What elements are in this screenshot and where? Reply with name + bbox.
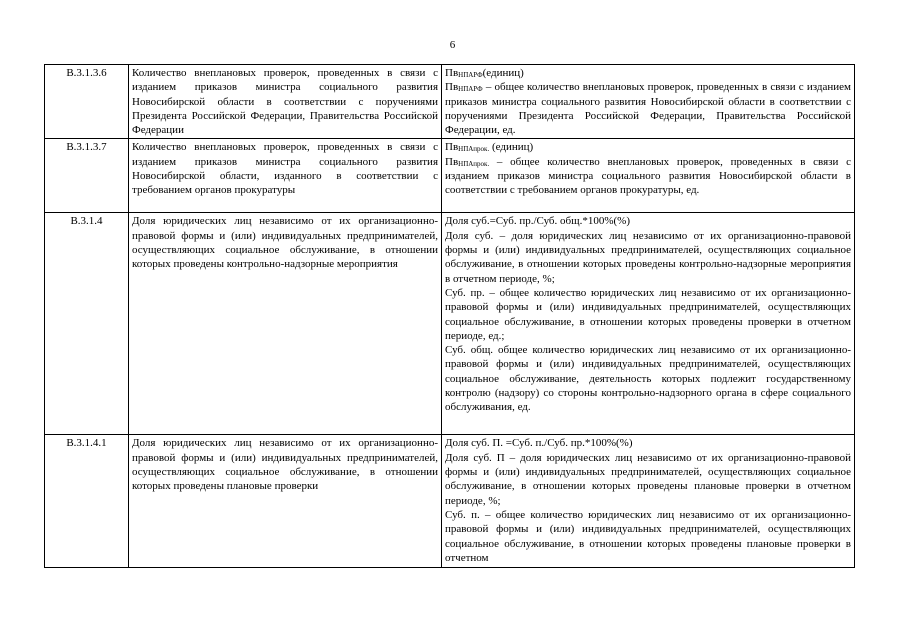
- formula-definition: Доля суб. – доля юридических лиц независимо от их организационно-правовой формы и (или) индивидуальных предпринимателей, осуществляющих социальное обслуживание, в отношении которых проведены контрольно-надзорные мероприятия в отчетном периоде, %;: [445, 229, 851, 285]
- formula-subscript: НПАРФ: [458, 71, 483, 79]
- formula-line: Доля суб.=Суб. пр./Суб. общ.*100%(%): [445, 215, 630, 228]
- page-number: 6: [449, 39, 456, 51]
- formula-line: [445, 66, 851, 80]
- indicator-name: Количество внеплановых проверок, проведенных в связи с изданием приказов министра социального развития Новосибирской области в соответствии с поручениями Президента Российской Федерации, Правительства Российской Федерации: [129, 65, 442, 139]
- indicator-formula: [442, 65, 855, 139]
- formula-definition: Суб. общ. общее количество юридических лиц независимо от их организационно-правовой формы и (или) индивидуальных предпринимателей, осуществляющих социальное обслуживание, деятельность которых подлежит государственному контролю (надзору) со стороны контрольно-надзорного органа в сфере социального обслуживания, ед.: [445, 344, 851, 414]
- table-row: [45, 213, 855, 435]
- formula-definition: Суб. пр. – общее количество юридических лиц независимо от их организационно-правовой формы и (или) индивидуальных предпринимателей, осуществляющих социальное обслуживание, в отношении которых проведены проверки в отчетном периоде, ед.;: [445, 286, 851, 342]
- indicator-code: В.3.1.3.7: [45, 139, 129, 213]
- formula-definition: [445, 155, 851, 198]
- formula-subscript: НПАРФ: [458, 85, 483, 94]
- indicators-table: [44, 64, 855, 568]
- formula-unit: (единиц): [482, 67, 524, 79]
- formula-definition: [445, 80, 851, 137]
- indicator-formula: [442, 435, 855, 568]
- table-row: [45, 435, 855, 568]
- formula-symbol: Пв: [445, 155, 459, 168]
- formula-definition: Доля суб. П – доля юридических лиц независимо от их организационно-правовой формы и (или) индивидуальных предпринимателей, осуществляющих социальное обслуживание, в отношении которых проведены плановые проверки в отчетном периоде, %;: [445, 451, 851, 507]
- indicator-name: Доля юридических лиц независимо от их организационно-правовой формы и (или) индивидуальных предпринимателей, осуществляющих социальное обслуживание, в отношении которых проведены плановые проверки: [129, 435, 442, 568]
- indicator-name: Количество внеплановых проверок, проведенных в связи с изданием приказов министра социального развития Новосибирской области, изданного в соответствии с требованием органов прокуратуры: [129, 139, 442, 213]
- table-row: [45, 65, 855, 139]
- indicator-name: Доля юридических лиц независимо от их организационно-правовой формы и (или) индивидуальных предпринимателей, осуществляющих социальное обслуживание, в отношении которых проведены контрольно-надзорные мероприятия: [129, 213, 442, 435]
- formula-symbol: Пв: [445, 67, 459, 79]
- formula-line: Доля суб. П. =Суб. п./Суб. пр.*100%(%): [445, 437, 633, 450]
- formula-subscript: НПАпрок.: [458, 145, 490, 154]
- indicator-code: В.3.1.3.6: [45, 65, 129, 139]
- formula-line: [445, 140, 851, 154]
- formula-symbol: Пв: [445, 81, 459, 94]
- indicator-code: В.3.1.4: [45, 213, 129, 435]
- indicator-formula: [442, 213, 855, 435]
- formula-definition-text: – общее количество внеплановых проверок, проведенных в связи с изданием приказов министра социального развития Новосибирской области в соответствии с поручениями Президента Российской Федерации, Правительства Российской Федерации, ед.: [445, 81, 851, 137]
- formula-symbol: Пв: [445, 141, 459, 154]
- formula-definition-text: – общее количество внеплановых проверок, проведенных в связи с изданием приказов министра социального развития Новосибирской области в соответствии с требованием органов прокуратуры, ед.: [445, 155, 851, 197]
- formula-subscript: НПАпрок.: [458, 159, 490, 168]
- indicator-formula: [442, 139, 855, 213]
- formula-definition: Суб. п. – общее количество юридических лиц независимо от их организационно-правовой формы и (или) индивидуальных предпринимателей, осуществляющих социальное обслуживание, в отношении которых проведены плановые проверки в отчетном: [445, 508, 851, 564]
- formula-unit: (единиц): [489, 141, 534, 154]
- table-row: [45, 139, 855, 213]
- indicator-code: В.3.1.4.1: [45, 435, 129, 568]
